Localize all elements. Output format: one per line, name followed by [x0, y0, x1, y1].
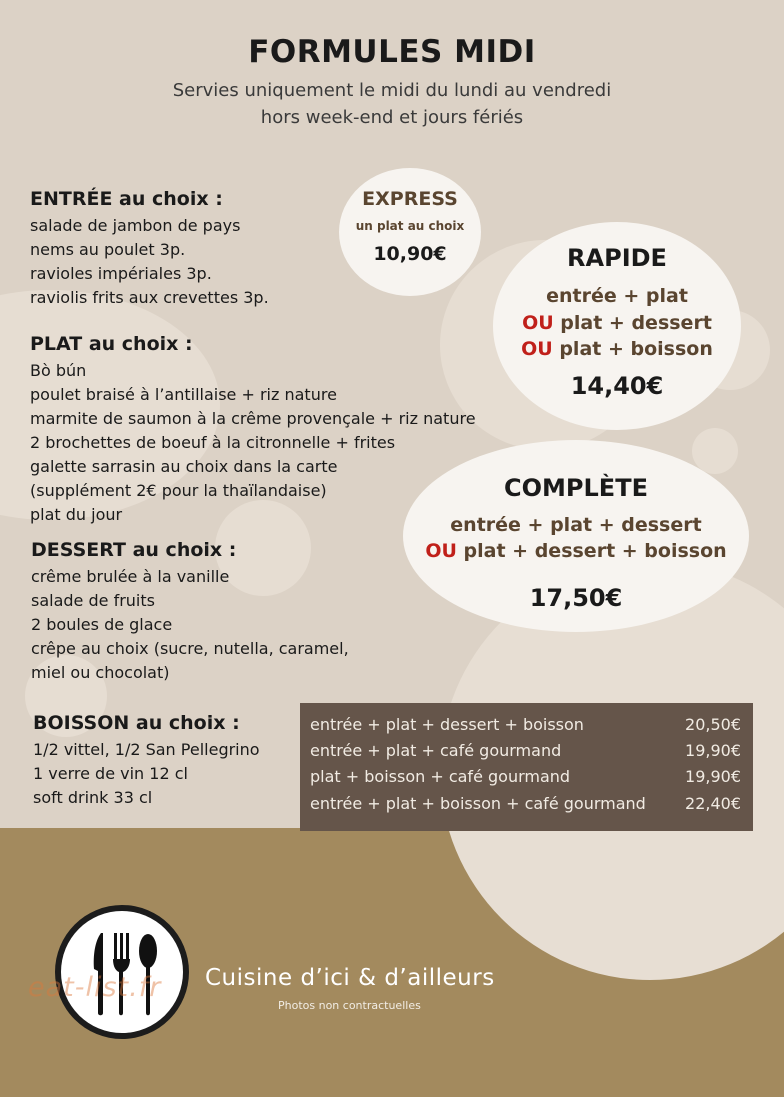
rapide-option-3: plat + boisson	[552, 338, 713, 360]
decor-circle	[692, 428, 738, 474]
dessert-heading: DESSERT au choix :	[31, 539, 237, 561]
rapide-formula	[493, 222, 741, 430]
plat-item: galette sarrasin au choix dans la carte	[30, 457, 338, 476]
dessert-section	[31, 537, 349, 685]
entree-item: nems au poulet 3p.	[30, 240, 186, 259]
rapide-line-3	[493, 338, 741, 360]
tagline: Cuisine d’ici & d’ailleurs	[205, 965, 495, 991]
price-row-label: entrée + plat + dessert + boisson	[310, 715, 584, 734]
complete-line-2	[403, 540, 749, 562]
price-row-label: plat + boisson + café gourmand	[310, 767, 571, 786]
dessert-item: crême brulée à la vanille	[31, 567, 230, 586]
rapide-price: 14,40€	[570, 372, 664, 400]
plat-item: marmite de saumon à la crême provençale + riz nature	[30, 409, 476, 428]
rapide-title: RAPIDE	[567, 244, 667, 272]
plat-item: Bò bún	[30, 361, 87, 380]
watermark: eat-list.fr	[28, 972, 162, 1003]
or-label: OU	[521, 338, 553, 360]
entree-heading: ENTRÉE au choix :	[30, 188, 223, 210]
price-row	[310, 794, 741, 820]
express-title: EXPRESS	[362, 188, 458, 210]
plat-item: plat du jour	[30, 505, 123, 524]
dessert-item: salade de fruits	[31, 591, 155, 610]
plat-heading: PLAT au choix :	[30, 333, 193, 355]
or-label: OU	[522, 312, 554, 334]
rapide-line-1: entrée + plat	[546, 285, 688, 307]
boisson-section	[33, 710, 260, 810]
price-row-label: entrée + plat + café gourmand	[310, 741, 562, 760]
subtitle-line-1: Servies uniquement le midi du lundi au vendredi	[172, 80, 612, 101]
entree-section	[30, 186, 269, 310]
price-row-value: 22,40€	[685, 794, 741, 813]
plat-item: (supplément 2€ pour la thaïlandaise)	[30, 481, 327, 500]
price-row-value: 20,50€	[685, 715, 741, 734]
plat-item: 2 brochettes de boeuf à la citronnelle + frites	[30, 433, 396, 452]
express-price: 10,90€	[373, 243, 447, 265]
page-title: FORMULES MIDI	[248, 34, 536, 70]
entree-item: salade de jambon de pays	[30, 216, 241, 235]
price-row	[310, 767, 741, 793]
boisson-heading: BOISSON au choix :	[33, 712, 240, 734]
price-row-value: 19,90€	[685, 741, 741, 760]
subtitle-line-2: hors week-end et jours fériés	[260, 107, 524, 128]
rapide-line-2	[493, 312, 741, 334]
disclaimer: Photos non contractuelles	[278, 999, 421, 1012]
plat-item: poulet braisé à l’antillaise + riz nature	[30, 385, 337, 404]
dessert-item: 2 boules de glace	[31, 615, 173, 634]
dessert-item: miel ou chocolat)	[31, 663, 170, 682]
entree-item: raviolis frits aux crevettes 3p.	[30, 288, 269, 307]
boisson-item: 1 verre de vin 12 cl	[33, 764, 188, 783]
price-row	[310, 715, 741, 741]
complete-line-1: entrée + plat + dessert	[450, 514, 702, 536]
rapide-option-2: plat + dessert	[553, 312, 712, 334]
complete-title: COMPLÈTE	[504, 474, 648, 502]
boisson-item: 1/2 vittel, 1/2 San Pellegrino	[33, 740, 260, 759]
express-formula	[339, 168, 481, 296]
complete-formula	[403, 440, 749, 632]
dessert-item: crêpe au choix (sucre, nutella, caramel,	[31, 639, 349, 658]
entree-item: ravioles impériales 3p.	[30, 264, 212, 283]
price-table	[300, 703, 753, 831]
or-label: OU	[425, 540, 457, 562]
express-description: un plat au choix	[355, 219, 465, 233]
complete-option-2: plat + dessert + boisson	[456, 540, 727, 562]
price-row	[310, 741, 741, 767]
complete-price: 17,50€	[529, 584, 623, 612]
price-row-value: 19,90€	[685, 767, 741, 786]
boisson-item: soft drink 33 cl	[33, 788, 153, 807]
price-row-label: entrée + plat + boisson + café gourmand	[310, 794, 646, 813]
